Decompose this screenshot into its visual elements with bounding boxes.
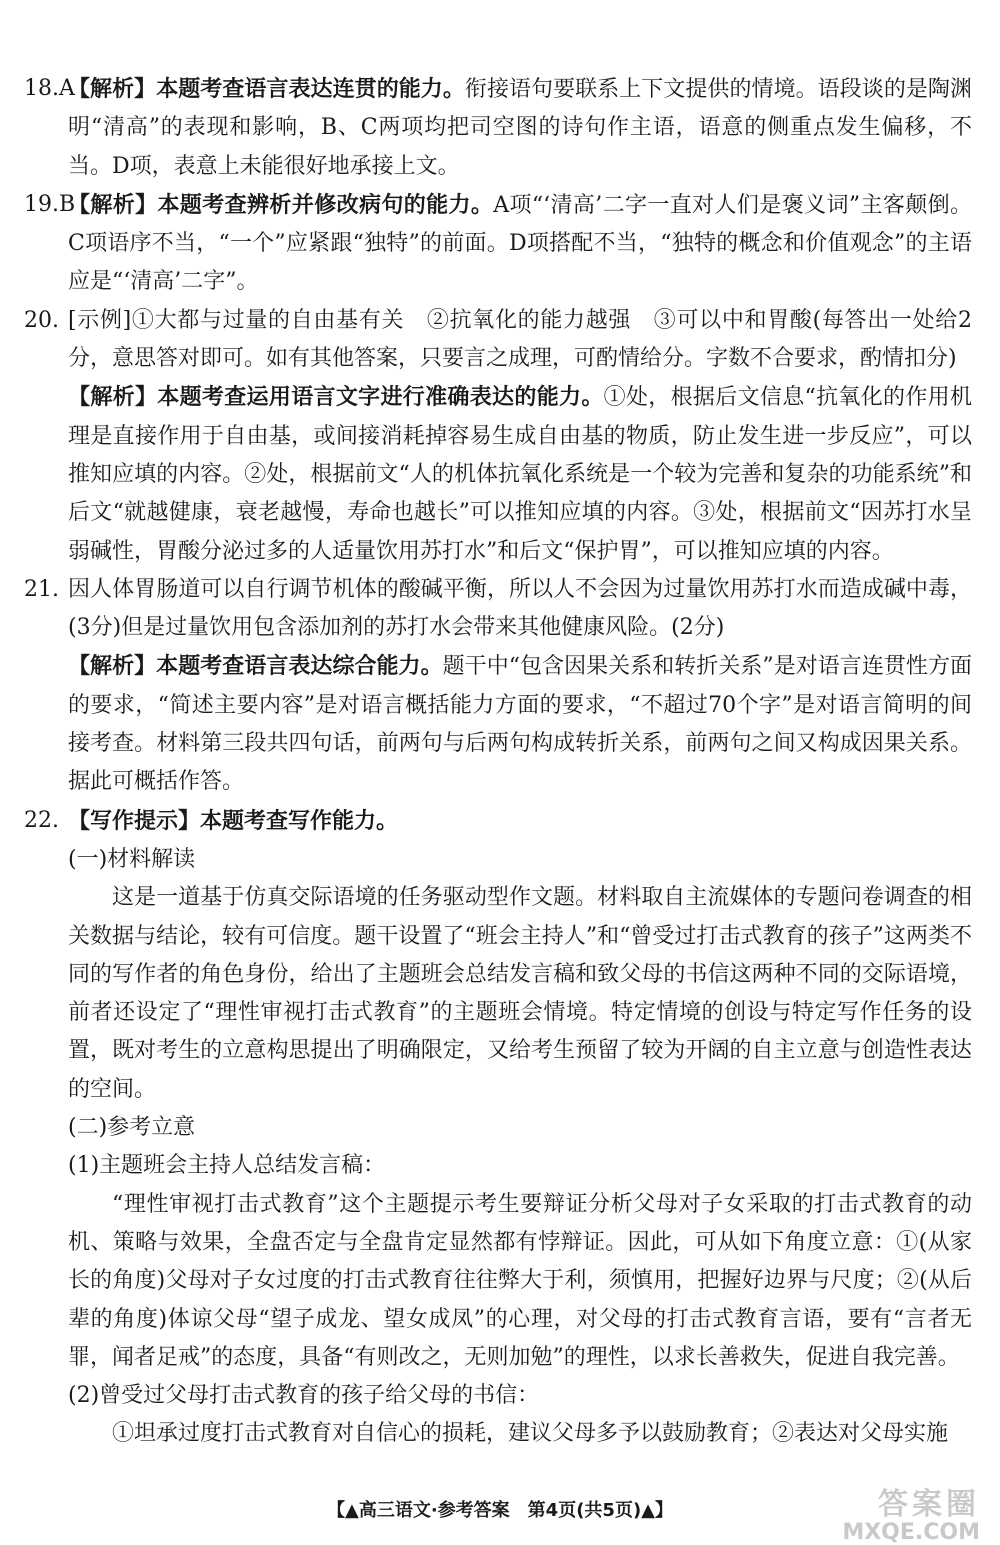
page-footer: 【▲高三语文·参考答案 第4页(共5页)▲】 [326, 1500, 674, 1521]
question-22 [24, 802, 972, 841]
analysis-lead: 本题考查辨析并修改病句的能力。 [157, 191, 494, 218]
question-number: 20. [24, 307, 59, 333]
subsection-2-body: ①坦承过度打击式教育对自信心的损耗，建议父母多予以鼓励教育；②表达对父母实施 [112, 1421, 949, 1447]
analysis-tag: 【解析】 [68, 653, 157, 680]
question-number: 21. [24, 576, 59, 602]
question-number: 19.B [24, 191, 76, 217]
section-material-title: (一)材料解读 [68, 846, 196, 872]
analysis-tag: 【解析】 [68, 191, 158, 218]
analysis-lead: 本题考查语言表达连贯的能力。 [156, 76, 465, 102]
analysis-tag: 【解析】 [68, 384, 158, 411]
subsection-2-title: (2)曾受过父母打击式教育的孩子给父母的书信： [68, 1383, 540, 1409]
writing-tip-lead: 本题考查写作能力。 [200, 807, 399, 834]
analysis-body: 衔接语句要联系上下文提供的情境。语段谈的是陶渊明“清高”的表现和影响，B、C两项均把司空图的诗句作主语，语意的侧重点发生偏移，不当。D项，表意上未能很好地承接上文。 [68, 77, 972, 179]
writing-tip-tag: 【写作提示】 [68, 807, 201, 834]
question-21 [24, 571, 972, 802]
question-number: 22. [24, 807, 59, 833]
watermark-logo [842, 1488, 980, 1545]
analysis-lead: 本题考查运用语言文字进行准确表达的能力。 [157, 384, 604, 411]
watermark-line1: 答案圈 [878, 1487, 980, 1522]
watermark-line2: MXQE.COM [842, 1520, 980, 1545]
section-material-body: 这是一道基于仿真交际语境的任务驱动型作文题。材料取自主流媒体的专题问卷调查的相关数据与结论，较有可信度。题干设置了“班会主持人”和“曾受过打击式教育的孩子”这两类不同的写作者的角色身份，给出了主题班会总结发言稿和致父母的书信这两种不同的交际语境，前者还设定了“理性审视打击式教育”的主题班会情境。特定情境的创设与特定写作任务的设置，既对考生的立意构思提出了明确限定，又给考生预留了较为开阔的自主立意与创造性表达的空间。 [68, 885, 972, 1102]
subsection-1-title: (1)主题班会主持人总结发言稿： [68, 1153, 386, 1179]
subsection-1-body: “理性审视打击式教育”这个主题提示考生要辩证分析父母对子女采取的打击式教育的动机、策略与效果，全盘否定与全盘肯定显然都有悖辩证。因此，可从如下角度立意：①(从家长的角度)父母对子女过度的打击式教育往往弊大于利，须慎用，把握好边界与尺度；②(从后辈的角度)体谅父母“望子成龙、望女成凤”的心理，对父母的打击式教育言语，要有“言者无罪，闻者足戒”的态度，具备“有则改之，无则加勉”的理性，以求长善救失，促进自我完善。 [68, 1191, 972, 1370]
analysis-lead: 本题考查语言表达综合能力。 [156, 653, 443, 680]
analysis-body: ①处，根据后文信息“抗氧化的作用机理是直接作用于自由基，或间接消耗掉容易生成自由基的物质，防止发生进一步反应”，可以推知应填的内容。②处，根据前文“人的机体抗氧化系统是一个较为完善和复杂的功能系统”和后文“就越健康，衰老越慢，寿命也越长”可以推知应填的内容。③处，根据前文“因苏打水呈弱碱性，胃酸分泌过多的人适量饮用苏打水”和后文“保护胃”，可以推知应填的内容。 [68, 385, 972, 564]
sample-answer: [示例]①大都与过量的自由基有关 ②抗氧化的能力越强 ③可以中和胃酸(每答出一处给2分，意思答对即可。如有其他答案，只要言之成理，可酌情给分。字数不合要求，酌情扣分) [68, 307, 972, 372]
section-reference-title: (二)参考立意 [68, 1115, 196, 1141]
question-number: 18.A [24, 76, 75, 101]
question-20 [24, 302, 972, 571]
reference-answer: 因人体胃肠道可以自行调节机体的酸碱平衡，所以人不会因为过量饮用苏打水而造成碱中毒，(3分)但是过量饮用包含添加剂的苏打水会带来其他健康风险。(2分) [68, 576, 972, 641]
question-19 [24, 186, 972, 302]
analysis-tag: 【解析】 [68, 76, 157, 102]
analysis-body: 题干中“包含因果关系和转折关系”是对语言连贯性方面的要求，“简述主要内容”是对语言概括能力方面的要求，“不超过70个字”是对语言简明的间接考查。材料第三段共四句话，前两句与后两句构成转折关系，前两句之间又构成因果关系。据此可概括作答。 [68, 654, 972, 795]
analysis-body: A项“‘清高’二字一直对人们是褒义词”主客颠倒。C项语序不当，“一个”应紧跟“独特”的前面。D项搭配不当，“独特的概念和价值观念”的主语应是“‘清高’二字”。 [68, 192, 972, 295]
question-18 [24, 70, 972, 186]
